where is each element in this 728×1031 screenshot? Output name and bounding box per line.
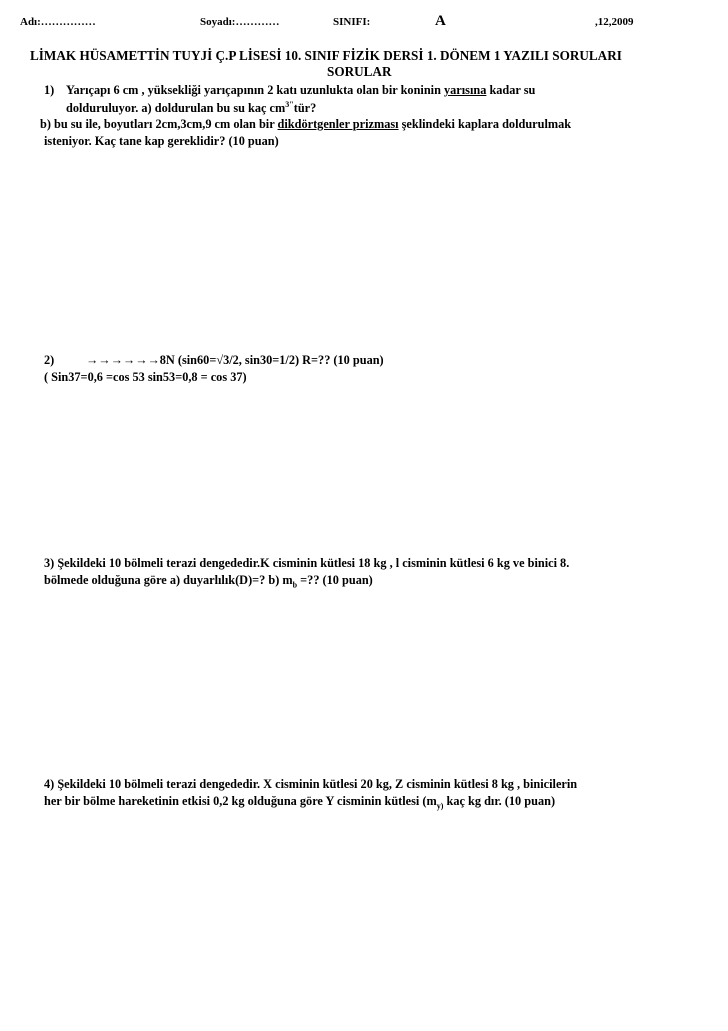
question-1-line-4: isteniyor. Kaç tane kap gereklidir? (10 puan) <box>44 134 279 148</box>
question-1-line-2: dolduruluyor. a) doldurulan bu su kaç $cm^{3"}tür$? <box>66 100 317 116</box>
class-section: A <box>435 13 446 29</box>
class-field-label: SINIFI: <box>333 16 371 28</box>
exam-title: LİMAK HÜSAMETTİN TUYJİ Ç.P LİSESİ 10. SINIF FİZİK DERSİ 1. DÖNEM 1 YAZILI SORULARI <box>30 48 622 63</box>
question-2-number: 2) <box>44 353 55 367</box>
question-4-line-2: her bir bölme hareketinin etkisi 0,2 kg olduğuna göre Y cisminin kütlesi ($m_{y)}$ kaç kg dır. (10 puan) <box>44 794 556 811</box>
surname-field-label: Soyadı:………… <box>200 16 280 28</box>
question-3-line-1: 3) Şekildeki 10 bölmeli terazi dengededir.K cisminin kütlesi 18 kg , l cisminin kütlesi 6 kg ve binici 8. <box>44 556 570 570</box>
question-1-number: 1) <box>44 83 55 97</box>
question-2-line-1: →→→→→→8N (sin60=√3/2, sin30=1/2) R=?? (10 puan) <box>86 353 384 367</box>
exam-subtitle: SORULAR <box>327 64 392 79</box>
question-4-line-1: 4) Şekildeki 10 bölmeli terazi dengededir. X cisminin kütlesi 20 kg, Z cisminin kütlesi 8 kg , binicilerin <box>44 777 578 791</box>
question-1-line-3: b) bu su ile, boyutları 2cm,3cm,9 cm olan bir dikdörtgenler prizması şeklindeki kaplara doldurulmak <box>40 117 572 131</box>
question-1-line-1: Yarıçapı 6 cm , yüksekliği yarıçapının 2 katı uzunlukta olan bir koninin yarısına kadar su <box>66 83 536 97</box>
question-3-line-2: bölmede olduğuna göre a) duyarlılık(D)=? b) $m_b$ =?? (10 puan) <box>44 573 373 590</box>
name-field-label: Adı:…………… <box>20 16 96 28</box>
date-label: ,12,2009 <box>595 16 634 28</box>
question-2-line-2: ( Sin37=0,6 =cos 53 sin53=0,8 = cos 37) <box>44 370 247 384</box>
